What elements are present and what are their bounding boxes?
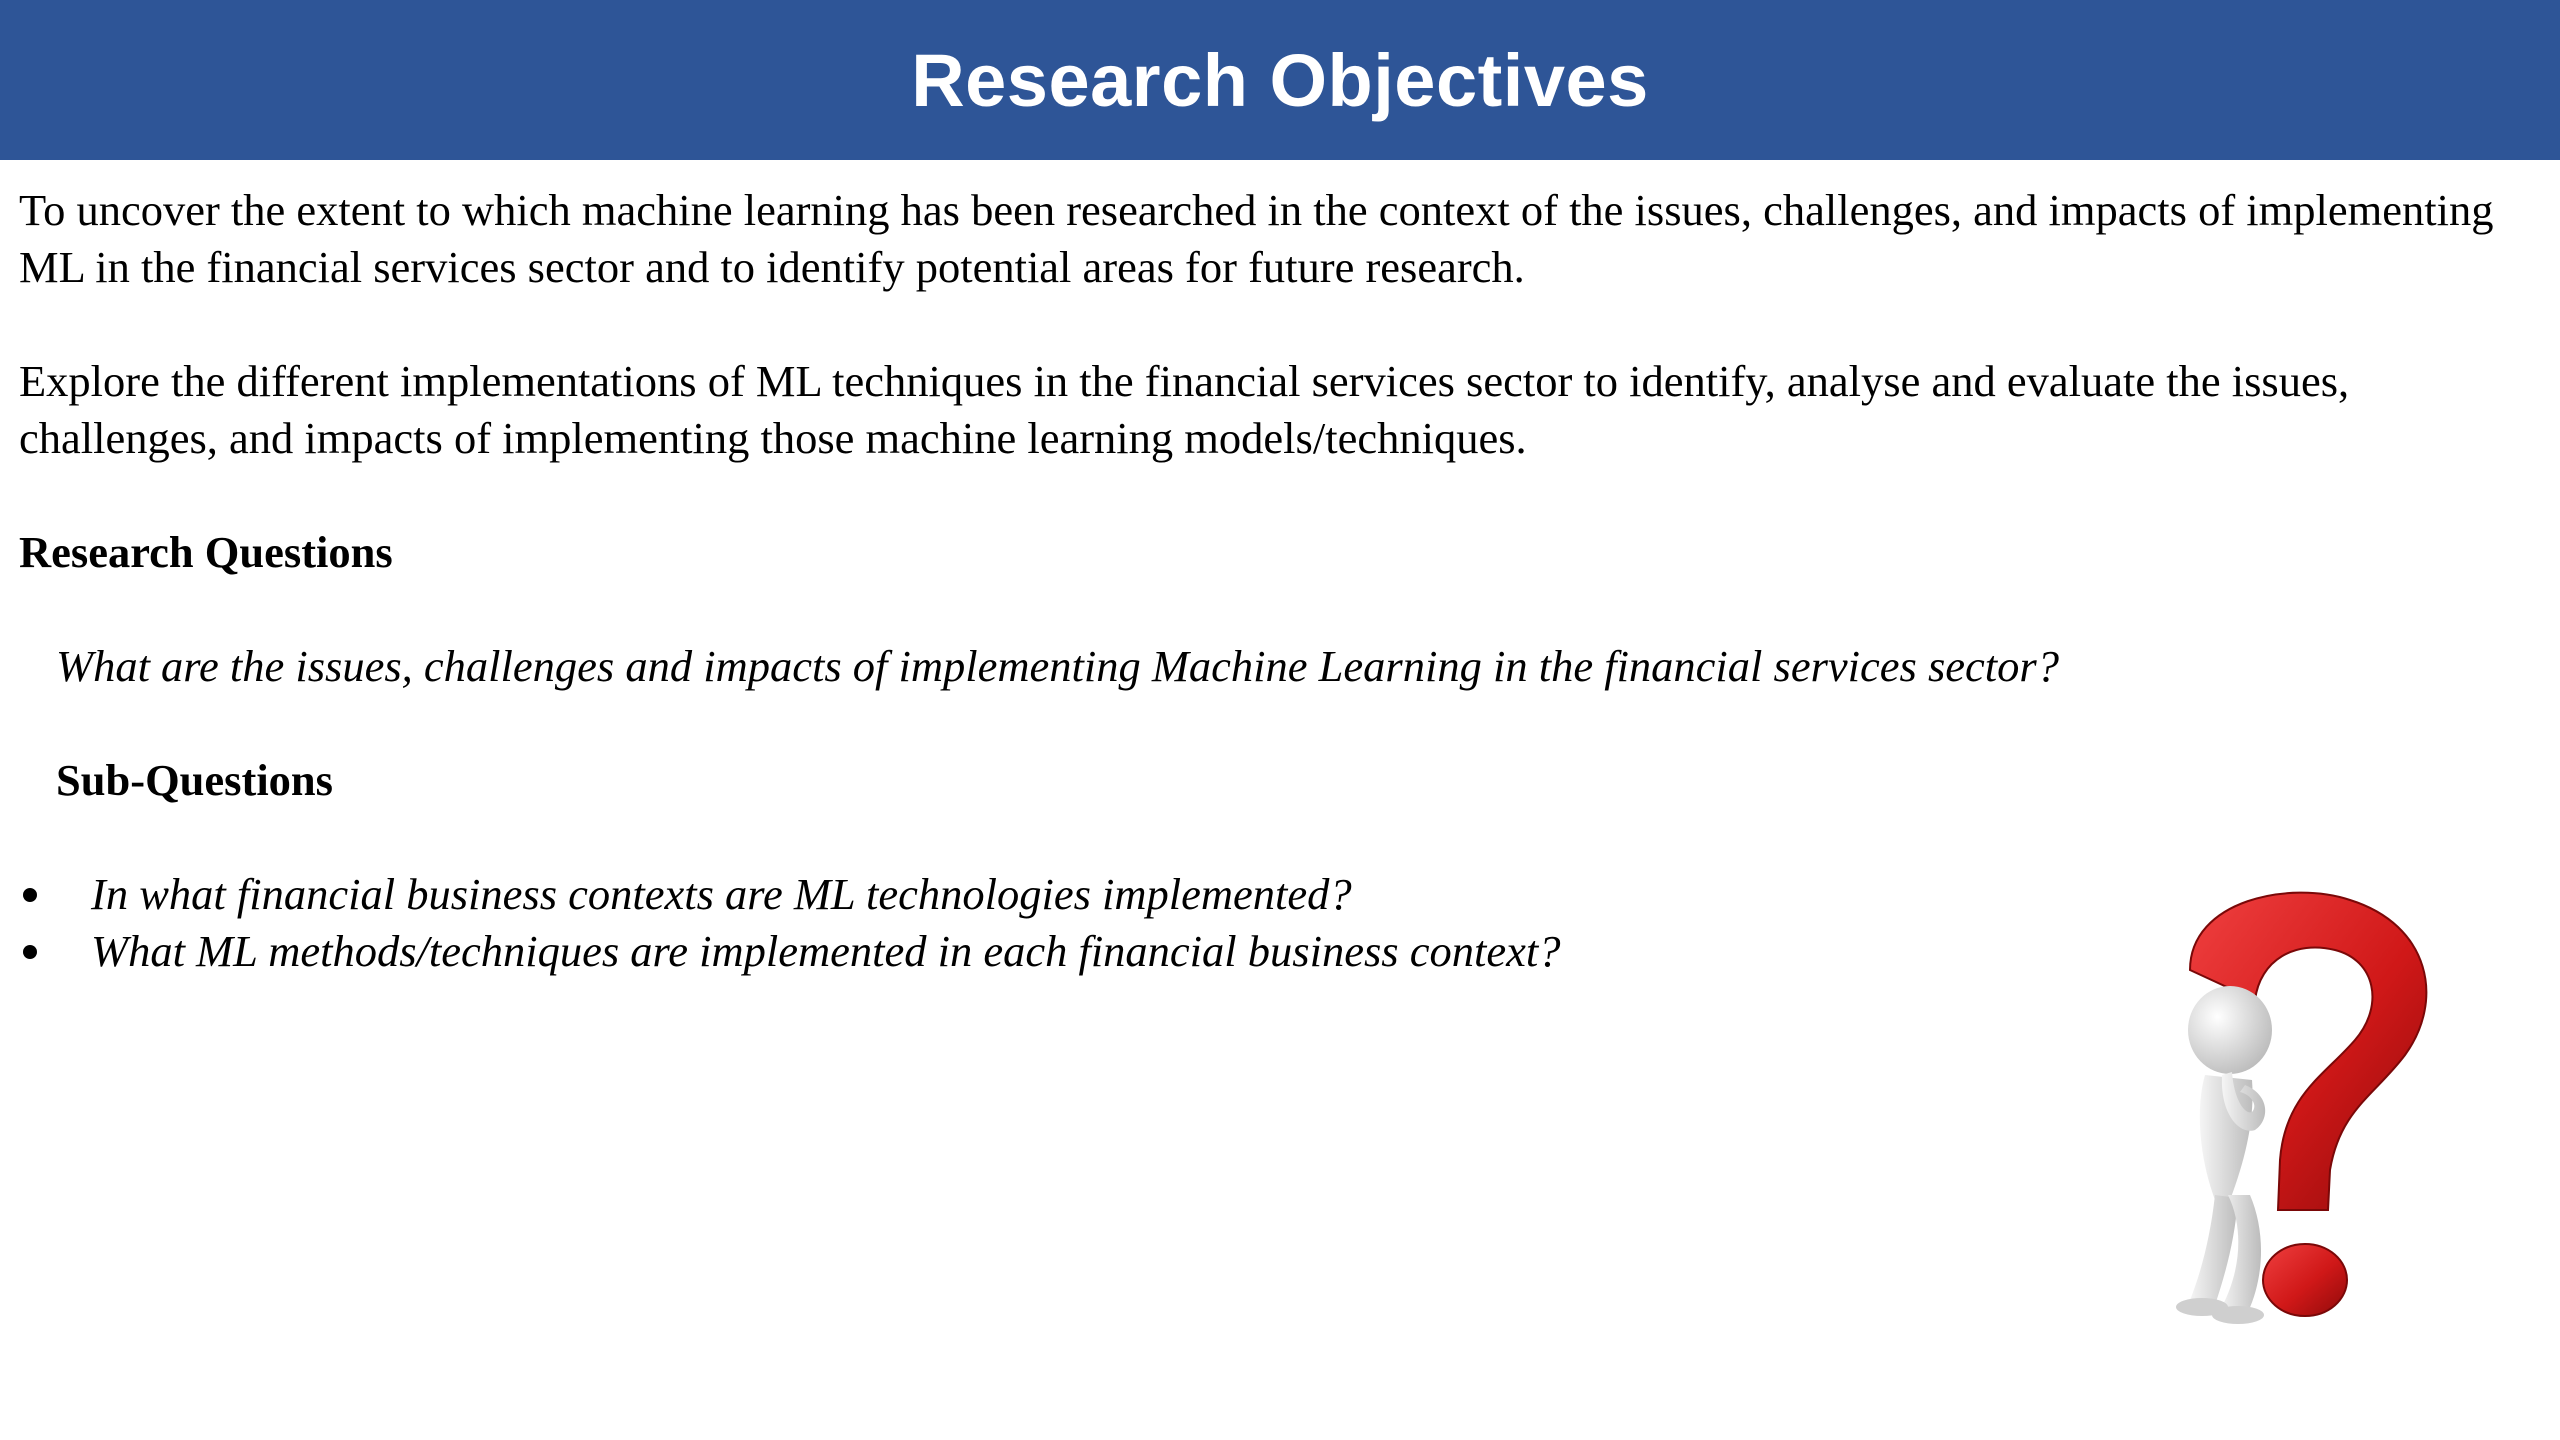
title-bar xyxy=(0,0,2560,160)
sub-question-text: What ML methods/techniques are implemented in each financial business context? xyxy=(91,926,1561,976)
sub-questions-heading: Sub-Questions xyxy=(56,755,333,805)
research-questions-heading: Research Questions xyxy=(19,527,393,577)
bullet-icon xyxy=(23,888,37,902)
objective-paragraph-2: Explore the different implementations of ML techniques in the financial services sector to identify, analyse and evaluate the issues, challenges, and impacts of implementing those machine learning models/techniques. xyxy=(19,356,2350,463)
objective-paragraph-1: To uncover the extent to which machine learning has been researched in the context of the issues, challenges, and impacts of implementing ML in the financial services sector and to identify potential areas for future research. xyxy=(19,185,2494,292)
bullet-icon xyxy=(23,945,37,959)
thinking-figure-question-mark-icon xyxy=(2160,880,2460,1340)
slide-content xyxy=(19,182,2539,980)
main-research-question: What are the issues, challenges and impacts of implementing Machine Learning in the financial services sector? xyxy=(56,641,2059,691)
sub-question-text: In what financial business contexts are ML technologies implemented? xyxy=(91,869,1352,919)
slide-title: Research Objectives xyxy=(911,38,1649,122)
